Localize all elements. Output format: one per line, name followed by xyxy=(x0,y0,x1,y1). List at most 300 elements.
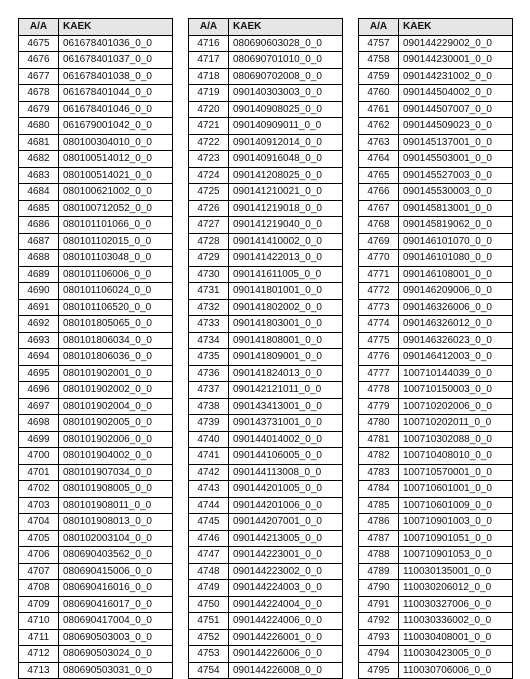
row-number-cell: 4795 xyxy=(359,662,399,679)
row-number-cell: 4716 xyxy=(189,35,229,52)
row-number-cell: 4762 xyxy=(359,118,399,135)
table-row xyxy=(189,200,343,217)
kaek-code-cell: 080100514021_0_0 xyxy=(59,167,173,184)
table-row xyxy=(189,167,343,184)
row-number-cell: 4742 xyxy=(189,464,229,481)
row-number-cell: 4776 xyxy=(359,349,399,366)
row-number-cell: 4773 xyxy=(359,299,399,316)
row-number-cell: 4730 xyxy=(189,266,229,283)
table-body xyxy=(189,35,343,679)
row-number-cell: 4712 xyxy=(19,646,59,663)
row-number-cell: 4758 xyxy=(359,52,399,69)
row-number-cell: 4754 xyxy=(189,662,229,679)
row-number-cell: 4710 xyxy=(19,613,59,630)
row-number-cell: 4771 xyxy=(359,266,399,283)
kaek-code-cell: 090141824013_0_0 xyxy=(229,365,343,382)
kaek-code-cell: 090144226001_0_0 xyxy=(229,629,343,646)
kaek-code-cell: 061678401044_0_0 xyxy=(59,85,173,102)
row-number-cell: 4770 xyxy=(359,250,399,267)
table-row xyxy=(359,217,513,234)
kaek-code-cell: 090140916048_0_0 xyxy=(229,151,343,168)
row-number-cell: 4739 xyxy=(189,415,229,432)
row-number-cell: 4731 xyxy=(189,283,229,300)
row-number-cell: 4744 xyxy=(189,497,229,514)
table-row xyxy=(359,184,513,201)
kaek-code-cell: 090144113008_0_0 xyxy=(229,464,343,481)
row-number-cell: 4709 xyxy=(19,596,59,613)
kaek-code-cell: 080101908005_0_0 xyxy=(59,481,173,498)
row-number-cell: 4690 xyxy=(19,283,59,300)
table-row xyxy=(19,613,173,630)
kaek-table-3 xyxy=(358,18,513,679)
row-number-cell: 4721 xyxy=(189,118,229,135)
table-row xyxy=(189,563,343,580)
row-number-cell: 4679 xyxy=(19,101,59,118)
table-row xyxy=(359,101,513,118)
kaek-table-2 xyxy=(188,18,343,679)
table-header-row xyxy=(189,19,343,36)
kaek-code-cell: 100710901003_0_0 xyxy=(399,514,513,531)
row-number-cell: 4724 xyxy=(189,167,229,184)
table-header-row xyxy=(359,19,513,36)
table-row xyxy=(189,233,343,250)
table-row xyxy=(19,118,173,135)
kaek-code-cell: 090141611005_0_0 xyxy=(229,266,343,283)
table-row xyxy=(19,349,173,366)
kaek-code-cell: 090144226006_0_0 xyxy=(229,646,343,663)
table-row xyxy=(189,151,343,168)
row-number-cell: 4784 xyxy=(359,481,399,498)
row-number-cell: 4720 xyxy=(189,101,229,118)
column-header-aa: A/A xyxy=(189,19,229,36)
table-row xyxy=(359,382,513,399)
row-number-cell: 4746 xyxy=(189,530,229,547)
kaek-code-cell: 090145813001_0_0 xyxy=(399,200,513,217)
row-number-cell: 4702 xyxy=(19,481,59,498)
row-number-cell: 4781 xyxy=(359,431,399,448)
table-row xyxy=(359,52,513,69)
table-row xyxy=(19,217,173,234)
table-row xyxy=(359,299,513,316)
row-number-cell: 4765 xyxy=(359,167,399,184)
kaek-code-cell: 090144223001_0_0 xyxy=(229,547,343,564)
kaek-code-cell: 090144226008_0_0 xyxy=(229,662,343,679)
kaek-code-cell: 080100712052_0_0 xyxy=(59,200,173,217)
table-row xyxy=(19,662,173,679)
table-row xyxy=(189,382,343,399)
kaek-code-cell: 061679001042_0_0 xyxy=(59,118,173,135)
kaek-code-cell: 090141809001_0_0 xyxy=(229,349,343,366)
row-number-cell: 4689 xyxy=(19,266,59,283)
row-number-cell: 4729 xyxy=(189,250,229,267)
row-number-cell: 4703 xyxy=(19,497,59,514)
table-body xyxy=(19,35,173,679)
table-row xyxy=(189,464,343,481)
table-row xyxy=(359,563,513,580)
table-row xyxy=(189,547,343,564)
table-row xyxy=(19,151,173,168)
kaek-code-cell: 110030423005_0_0 xyxy=(399,646,513,663)
row-number-cell: 4678 xyxy=(19,85,59,102)
row-number-cell: 4707 xyxy=(19,563,59,580)
table-row xyxy=(359,200,513,217)
row-number-cell: 4740 xyxy=(189,431,229,448)
table-row xyxy=(19,448,173,465)
row-number-cell: 4680 xyxy=(19,118,59,135)
table-row xyxy=(359,316,513,333)
table-row xyxy=(189,68,343,85)
kaek-code-cell: 061678401036_0_0 xyxy=(59,35,173,52)
row-number-cell: 4788 xyxy=(359,547,399,564)
row-number-cell: 4705 xyxy=(19,530,59,547)
table-row xyxy=(19,250,173,267)
table-row xyxy=(19,629,173,646)
table-row xyxy=(189,101,343,118)
kaek-code-cell: 080101902001_0_0 xyxy=(59,365,173,382)
kaek-code-cell: 080690603028_0_0 xyxy=(229,35,343,52)
kaek-code-cell: 110030327006_0_0 xyxy=(399,596,513,613)
row-number-cell: 4759 xyxy=(359,68,399,85)
kaek-code-cell: 080101101066_0_0 xyxy=(59,217,173,234)
kaek-code-cell: 090141801001_0_0 xyxy=(229,283,343,300)
table-row xyxy=(359,431,513,448)
table-row xyxy=(189,134,343,151)
table-row xyxy=(189,217,343,234)
row-number-cell: 4785 xyxy=(359,497,399,514)
table-row xyxy=(189,580,343,597)
kaek-code-cell: 090144201005_0_0 xyxy=(229,481,343,498)
table-row xyxy=(19,530,173,547)
row-number-cell: 4743 xyxy=(189,481,229,498)
kaek-code-cell: 090144507007_0_0 xyxy=(399,101,513,118)
row-number-cell: 4769 xyxy=(359,233,399,250)
column-header-aa: A/A xyxy=(359,19,399,36)
row-number-cell: 4748 xyxy=(189,563,229,580)
kaek-code-cell: 080101904002_0_0 xyxy=(59,448,173,465)
kaek-code-cell: 090144106005_0_0 xyxy=(229,448,343,465)
table-row xyxy=(359,398,513,415)
kaek-code-cell: 080101106024_0_0 xyxy=(59,283,173,300)
row-number-cell: 4684 xyxy=(19,184,59,201)
kaek-code-cell: 100710570001_0_0 xyxy=(399,464,513,481)
kaek-code-cell: 080100514012_0_0 xyxy=(59,151,173,168)
row-number-cell: 4717 xyxy=(189,52,229,69)
kaek-code-cell: 080690503024_0_0 xyxy=(59,646,173,663)
row-number-cell: 4777 xyxy=(359,365,399,382)
column-header-aa: A/A xyxy=(19,19,59,36)
table-row xyxy=(359,167,513,184)
row-number-cell: 4697 xyxy=(19,398,59,415)
row-number-cell: 4719 xyxy=(189,85,229,102)
row-number-cell: 4736 xyxy=(189,365,229,382)
kaek-code-cell: 100710144039_0_0 xyxy=(399,365,513,382)
table-row xyxy=(189,613,343,630)
kaek-code-cell: 090140912014_0_0 xyxy=(229,134,343,151)
kaek-code-cell: 090141219040_0_0 xyxy=(229,217,343,234)
kaek-code-cell: 090141802002_0_0 xyxy=(229,299,343,316)
table-row xyxy=(359,85,513,102)
kaek-code-cell: 090146101070_0_0 xyxy=(399,233,513,250)
kaek-code-cell: 100710601009_0_0 xyxy=(399,497,513,514)
kaek-code-cell: 090146209006_0_0 xyxy=(399,283,513,300)
table-row xyxy=(19,35,173,52)
table-row xyxy=(189,448,343,465)
row-number-cell: 4722 xyxy=(189,134,229,151)
table-row xyxy=(359,530,513,547)
kaek-code-cell: 080101902004_0_0 xyxy=(59,398,173,415)
kaek-code-cell: 080690415006_0_0 xyxy=(59,563,173,580)
kaek-code-cell: 110030206012_0_0 xyxy=(399,580,513,597)
table-row xyxy=(19,398,173,415)
row-number-cell: 4685 xyxy=(19,200,59,217)
table-row xyxy=(189,497,343,514)
kaek-code-cell: 080101902002_0_0 xyxy=(59,382,173,399)
table-row xyxy=(19,580,173,597)
row-number-cell: 4753 xyxy=(189,646,229,663)
row-number-cell: 4696 xyxy=(19,382,59,399)
table-row xyxy=(19,365,173,382)
table-row xyxy=(359,547,513,564)
table-row xyxy=(19,481,173,498)
kaek-code-cell: 090144509023_0_0 xyxy=(399,118,513,135)
row-number-cell: 4779 xyxy=(359,398,399,415)
row-number-cell: 4734 xyxy=(189,332,229,349)
kaek-code-cell: 090144224006_0_0 xyxy=(229,613,343,630)
row-number-cell: 4761 xyxy=(359,101,399,118)
table-row xyxy=(359,464,513,481)
kaek-code-cell: 090141808001_0_0 xyxy=(229,332,343,349)
kaek-code-cell: 100710901053_0_0 xyxy=(399,547,513,564)
table-row xyxy=(19,85,173,102)
table-row xyxy=(19,52,173,69)
kaek-code-cell: 100710601001_0_0 xyxy=(399,481,513,498)
kaek-code-cell: 090141219018_0_0 xyxy=(229,200,343,217)
row-number-cell: 4737 xyxy=(189,382,229,399)
kaek-code-cell: 090142121011_0_0 xyxy=(229,382,343,399)
kaek-code-cell: 090146101080_0_0 xyxy=(399,250,513,267)
row-number-cell: 4752 xyxy=(189,629,229,646)
table-row xyxy=(359,415,513,432)
table-row xyxy=(189,299,343,316)
row-number-cell: 4698 xyxy=(19,415,59,432)
kaek-code-cell: 090146326012_0_0 xyxy=(399,316,513,333)
table-row xyxy=(189,118,343,135)
row-number-cell: 4745 xyxy=(189,514,229,531)
row-number-cell: 4691 xyxy=(19,299,59,316)
kaek-code-cell: 090144213005_0_0 xyxy=(229,530,343,547)
kaek-code-cell: 090144223002_0_0 xyxy=(229,563,343,580)
kaek-code-cell: 080101102015_0_0 xyxy=(59,233,173,250)
table-row xyxy=(189,398,343,415)
row-number-cell: 4718 xyxy=(189,68,229,85)
table-row xyxy=(359,497,513,514)
kaek-code-cell: 080100304010_0_0 xyxy=(59,134,173,151)
row-number-cell: 4792 xyxy=(359,613,399,630)
table-row xyxy=(189,332,343,349)
row-number-cell: 4732 xyxy=(189,299,229,316)
row-number-cell: 4727 xyxy=(189,217,229,234)
row-number-cell: 4791 xyxy=(359,596,399,613)
table-row xyxy=(189,35,343,52)
kaek-code-cell: 080690417004_0_0 xyxy=(59,613,173,630)
table-row xyxy=(19,464,173,481)
kaek-code-cell: 080690503003_0_0 xyxy=(59,629,173,646)
table-row xyxy=(19,266,173,283)
table-row xyxy=(189,365,343,382)
table-row xyxy=(359,332,513,349)
row-number-cell: 4768 xyxy=(359,217,399,234)
row-number-cell: 4700 xyxy=(19,448,59,465)
row-number-cell: 4695 xyxy=(19,365,59,382)
kaek-code-cell: 090144224004_0_0 xyxy=(229,596,343,613)
table-row xyxy=(19,101,173,118)
row-number-cell: 4749 xyxy=(189,580,229,597)
kaek-code-cell: 080101907034_0_0 xyxy=(59,464,173,481)
kaek-code-cell: 090140303003_0_0 xyxy=(229,85,343,102)
table-row xyxy=(359,266,513,283)
kaek-code-cell: 080690702008_0_0 xyxy=(229,68,343,85)
row-number-cell: 4728 xyxy=(189,233,229,250)
kaek-code-cell: 090144014002_0_0 xyxy=(229,431,343,448)
table-row xyxy=(19,299,173,316)
table-row xyxy=(189,266,343,283)
kaek-code-cell: 110030336002_0_0 xyxy=(399,613,513,630)
row-number-cell: 4688 xyxy=(19,250,59,267)
row-number-cell: 4767 xyxy=(359,200,399,217)
kaek-code-cell: 090140908025_0_0 xyxy=(229,101,343,118)
row-number-cell: 4757 xyxy=(359,35,399,52)
kaek-code-cell: 110030706006_0_0 xyxy=(399,662,513,679)
row-number-cell: 4787 xyxy=(359,530,399,547)
kaek-code-cell: 090144504002_0_0 xyxy=(399,85,513,102)
row-number-cell: 4782 xyxy=(359,448,399,465)
table-row xyxy=(189,283,343,300)
row-number-cell: 4704 xyxy=(19,514,59,531)
kaek-code-cell: 090146412003_0_0 xyxy=(399,349,513,366)
kaek-code-cell: 080101106520_0_0 xyxy=(59,299,173,316)
table-row xyxy=(189,662,343,679)
row-number-cell: 4701 xyxy=(19,464,59,481)
row-number-cell: 4751 xyxy=(189,613,229,630)
kaek-code-cell: 090146108001_0_0 xyxy=(399,266,513,283)
kaek-code-cell: 090141210021_0_0 xyxy=(229,184,343,201)
kaek-code-cell: 090141208025_0_0 xyxy=(229,167,343,184)
kaek-code-cell: 090145137001_0_0 xyxy=(399,134,513,151)
kaek-code-cell: 061678401037_0_0 xyxy=(59,52,173,69)
table-row xyxy=(189,85,343,102)
kaek-code-cell: 090144207001_0_0 xyxy=(229,514,343,531)
kaek-code-cell: 090141422013_0_0 xyxy=(229,250,343,267)
table-row xyxy=(189,250,343,267)
kaek-code-cell: 080101902005_0_0 xyxy=(59,415,173,432)
kaek-code-cell: 090145819062_0_0 xyxy=(399,217,513,234)
row-number-cell: 4694 xyxy=(19,349,59,366)
row-number-cell: 4733 xyxy=(189,316,229,333)
kaek-code-cell: 080690416017_0_0 xyxy=(59,596,173,613)
kaek-code-cell: 110030135001_0_0 xyxy=(399,563,513,580)
table-row xyxy=(19,68,173,85)
row-number-cell: 4693 xyxy=(19,332,59,349)
row-number-cell: 4775 xyxy=(359,332,399,349)
row-number-cell: 4723 xyxy=(189,151,229,168)
kaek-code-cell: 080690503031_0_0 xyxy=(59,662,173,679)
table-row xyxy=(359,448,513,465)
table-body xyxy=(359,35,513,679)
table-row xyxy=(359,283,513,300)
row-number-cell: 4735 xyxy=(189,349,229,366)
kaek-code-cell: 080101908011_0_0 xyxy=(59,497,173,514)
table-row xyxy=(19,233,173,250)
row-number-cell: 4687 xyxy=(19,233,59,250)
table-row xyxy=(19,514,173,531)
table-row xyxy=(19,283,173,300)
table-row xyxy=(19,167,173,184)
table-row xyxy=(359,134,513,151)
kaek-code-cell: 061678401038_0_0 xyxy=(59,68,173,85)
row-number-cell: 4738 xyxy=(189,398,229,415)
table-row xyxy=(359,596,513,613)
kaek-code-cell: 100710408010_0_0 xyxy=(399,448,513,465)
row-number-cell: 4706 xyxy=(19,547,59,564)
row-number-cell: 4772 xyxy=(359,283,399,300)
kaek-code-cell: 090144224003_0_0 xyxy=(229,580,343,597)
row-number-cell: 4750 xyxy=(189,596,229,613)
kaek-code-cell: 090146326023_0_0 xyxy=(399,332,513,349)
kaek-code-cell: 080101805065_0_0 xyxy=(59,316,173,333)
kaek-code-cell: 080690701010_0_0 xyxy=(229,52,343,69)
table-row xyxy=(189,481,343,498)
kaek-code-cell: 110030408001_0_0 xyxy=(399,629,513,646)
table-row xyxy=(189,646,343,663)
kaek-table-1 xyxy=(18,18,173,679)
row-number-cell: 4711 xyxy=(19,629,59,646)
table-row xyxy=(189,52,343,69)
row-number-cell: 4725 xyxy=(189,184,229,201)
table-row xyxy=(359,250,513,267)
kaek-code-cell: 090144231002_0_0 xyxy=(399,68,513,85)
kaek-code-cell: 090144230001_0_0 xyxy=(399,52,513,69)
table-row xyxy=(359,35,513,52)
column-header-kaek: KAEK xyxy=(59,19,173,36)
kaek-code-cell: 080101806034_0_0 xyxy=(59,332,173,349)
kaek-code-cell: 080690416016_0_0 xyxy=(59,580,173,597)
table-row xyxy=(19,431,173,448)
kaek-code-cell: 100710150003_0_0 xyxy=(399,382,513,399)
table-row xyxy=(359,580,513,597)
table-header-row xyxy=(19,19,173,36)
table-row xyxy=(19,596,173,613)
table-row xyxy=(359,613,513,630)
kaek-code-cell: 100710302088_0_0 xyxy=(399,431,513,448)
table-row xyxy=(19,200,173,217)
row-number-cell: 4677 xyxy=(19,68,59,85)
kaek-code-cell: 080101806036_0_0 xyxy=(59,349,173,366)
table-row xyxy=(359,68,513,85)
kaek-code-cell: 080100621002_0_0 xyxy=(59,184,173,201)
table-row xyxy=(19,134,173,151)
table-row xyxy=(19,497,173,514)
table-row xyxy=(359,662,513,679)
table-row xyxy=(189,415,343,432)
kaek-code-cell: 080101908013_0_0 xyxy=(59,514,173,531)
table-row xyxy=(189,596,343,613)
kaek-code-cell: 090144229002_0_0 xyxy=(399,35,513,52)
row-number-cell: 4713 xyxy=(19,662,59,679)
kaek-code-cell: 100710901051_0_0 xyxy=(399,530,513,547)
table-row xyxy=(19,184,173,201)
table-row xyxy=(189,316,343,333)
table-row xyxy=(19,415,173,432)
